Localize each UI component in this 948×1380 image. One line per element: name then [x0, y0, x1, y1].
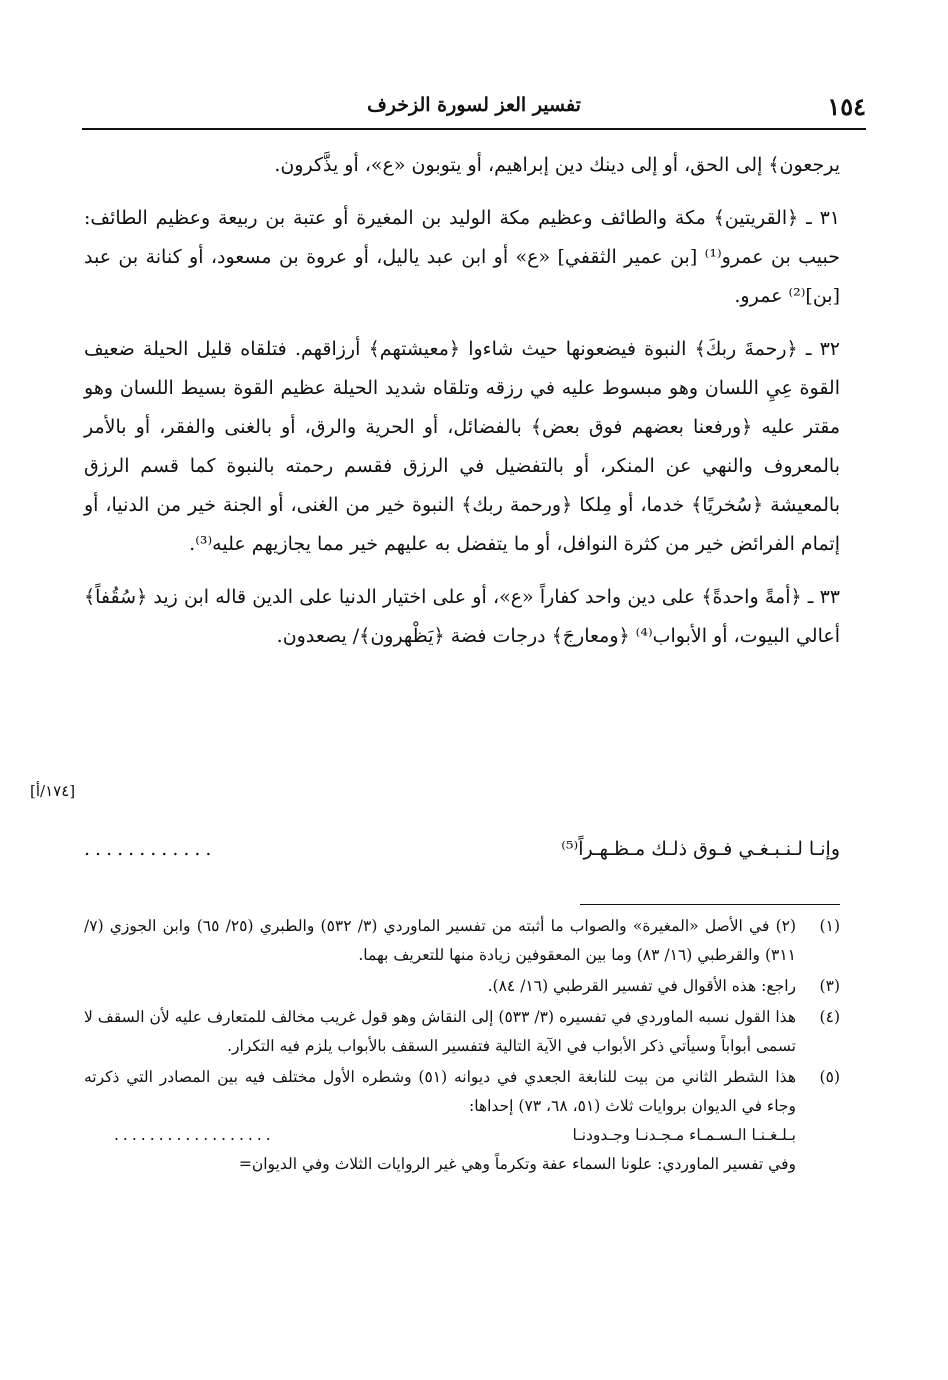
- poem-line: [84, 838, 840, 874]
- footnote-number: (١): [819, 917, 840, 935]
- footnotes: [84, 912, 840, 1181]
- footnote-rule: [580, 904, 840, 905]
- paragraph-verse-31: ٣١ ـ ﴿القريتين﴾ مكة والطائف وعظيم مكة الوليد بن المغيرة أو عتبة بن ربيعة وعظيم الطائف: حبيب بن عمرو⁽¹⁾ [بن عمير الثقفي] «ع» أو ابن عبد ياليل، أو عروة بن مسعود، أو كنانة بن عبد [بن]⁽²⁾ عمرو.: [84, 207, 840, 307]
- footnote-number: (٤): [819, 1008, 840, 1026]
- footnote-1: [84, 912, 840, 970]
- footnote-verse: [84, 1121, 796, 1150]
- paragraph-verse-32: ٣٢ ـ ﴿رحمةَ ربكَ﴾ النبوة فيضعونها حيث شاءوا ﴿معيشتهم﴾ أرزاقهم. فتلقاه قليل الحيلة ضعيف القوة عِيِ اللسان وهو مبسوط عليه في رزقه وتلقاه شديد الحيلة عظيم القوة بسيط اللسان وهو مقتر عليه ﴿ورفعنا بعضهم فوق بعض﴾ بالفضائل، أو الحرية والرق، أو بالغنى والفقر، أو بالأمر بالمعروف والنهي عن المنكر، أو بالتفضيل في الرزق فقسم رحمته بالنبوة كما قسم الرزق بالمعيشة ﴿سُخريًا﴾ خدما، أو مِلكا ﴿ورحمة ربك﴾ النبوة خير من الغنى، أو الجنة خير من الدنيا، أو إتمام الفرائض خير من كثرة النوافل، أو ما يتفضل به عليهم خير مما يجازيهم عليه⁽³⁾.: [84, 338, 840, 555]
- manuscript-folio-note: [١٧٤/أ]: [30, 782, 76, 800]
- footnote-verse-text: بـلـغـنـا الـسـمـاء مـجـدنـا وجـدودنـا: [572, 1126, 796, 1144]
- footnote-number: (٣): [819, 977, 840, 995]
- footnote-3: [84, 972, 840, 1001]
- paragraph-verse-33: ٣٣ ـ ﴿أمةً واحدةً﴾ على دين واحد كفاراً «ع»، أو على اختيار الدنيا على الدين قاله ابن زيد ﴿سُقُفاً﴾ أعالي البيوت، أو الأبواب⁽⁴⁾ ﴿ومعارجَ﴾ درجات فضة ﴿يَظْهرون﴾/ يصعدون.: [84, 586, 840, 647]
- poem-ellipsis: ............: [84, 838, 217, 860]
- paragraph-1: يرجعون﴾ إلى الحق، أو إلى دينك دين إبراهيم، أو يتوبون «ع»، أو يذَّكرون.: [274, 154, 840, 176]
- footnote-continuation: وفي تفسير الماوردي: علونا السماء عفة وتكرماً وهي غير الروايات الثلاث وفي الديوان=: [238, 1155, 796, 1173]
- footnote-text: (٢) في الأصل «المغيرة» والصواب ما أثبته من تفسير الماوردي (٣/ ٥٣٢) والطبري (٢٥/ ٦٥) وابن الجوزي (٧/ ٣١١) والقرطبي (١٦/ ٨٣) وما بين المعقوفين زيادة منها للتعريف بهما.: [84, 917, 797, 964]
- header-rule: [82, 128, 866, 130]
- footnote-text: هذا القول نسبه الماوردي في تفسيره (٣/ ٥٣٣) إلى النقاش وهو قول غريب مخالف للمتعارف عليه لأن السقف لا تسمى أبواباً وسيأتي ذكر الأبواب في الآية التالية فتفسير السقف بالأبواب يلزم فيه التكرار.: [84, 1008, 796, 1055]
- footnote-4: [84, 1003, 840, 1061]
- running-title: تفسير العز لسورة الزخرف: [367, 94, 581, 116]
- footnote-5: [84, 1063, 840, 1179]
- page-number: ١٥٤: [827, 92, 866, 121]
- footnote-text: هذا الشطر الثاني من بيت للنابغة الجعدي في ديوانه (٥١) وشطره الأول مختلف فيه بين المصادر التي ذكرته وجاء في الديوان بروايات ثلاث (٥١، ٦٨، ٧٣) إحداها:: [84, 1068, 796, 1115]
- poem-hemistich: وإنـا لـنـبـغـي فـوق ذلـك مـظـهـراً⁽⁵⁾: [561, 838, 840, 860]
- page-header: [82, 92, 866, 126]
- main-text: [84, 146, 840, 670]
- footnote-verse-ellipsis: ..................: [114, 1126, 275, 1144]
- footnote-text: راجع: هذه الأقوال في تفسير القرطبي (١٦/ ٨٤).: [487, 977, 796, 995]
- footnote-number: (٥): [819, 1068, 840, 1086]
